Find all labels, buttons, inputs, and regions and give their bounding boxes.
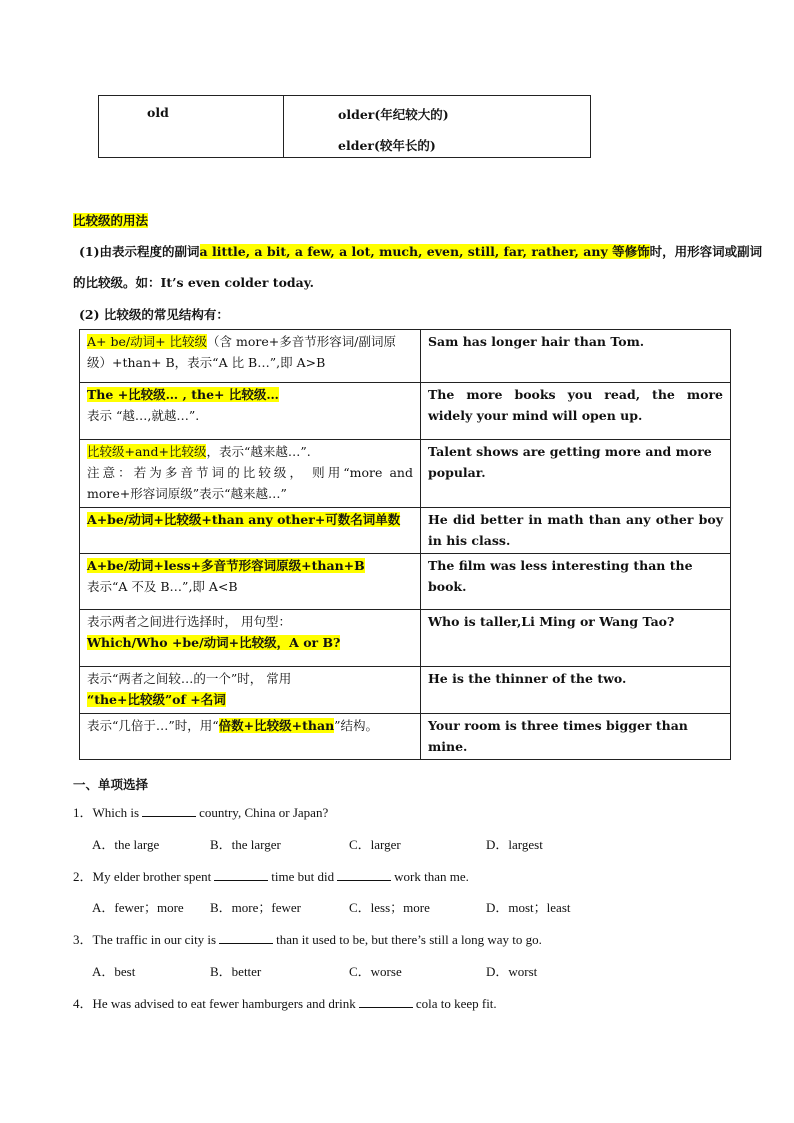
option-d: D．largest: [486, 837, 543, 852]
rule-cell: 比较级+and+比较级，表示“越来越…”. 注意：若为多音节词的比较级， 则用“more and more+形容词原级”表示“越来越…”: [80, 440, 421, 508]
answer-blank: [337, 869, 391, 881]
comparative-older: older(年纪较大的): [338, 107, 449, 122]
rule-cell: 表示“几倍于…”时，用“倍数+比较级+than”结构。: [80, 714, 421, 760]
comparative-forms-table: [98, 95, 591, 158]
option-a: A．fewer；more: [92, 900, 184, 915]
usage-paragraph-2: (2) 比较级的常见结构有：: [79, 307, 229, 322]
rule-cell: 表示两者之间进行选择时， 用句型： Which/Who +be/动词+比较级，A or B?: [80, 610, 421, 667]
option-b: B．better: [210, 964, 262, 979]
question-2: 2．My elder brother spent time but did work than me.: [73, 869, 469, 884]
usage-heading: 比较级的用法: [73, 213, 149, 228]
example-cell: Your room is three times bigger than mine.: [421, 714, 731, 760]
option-c: C．less；more: [349, 900, 430, 915]
rule-cell: A+be/动词+less+多音节形容词原级+than+B 表示“A 不及 B…”,即 A<B: [80, 554, 421, 610]
exercise-heading: 一、单项选择: [73, 777, 149, 792]
comparative-structures-table: [79, 329, 731, 760]
example-cell: Sam has longer hair than Tom.: [421, 330, 731, 383]
rule-cell: The +比较级… , the+ 比较级… 表示 “越…,就越…”.: [80, 383, 421, 440]
table-row: [80, 440, 731, 508]
option-d: D．worst: [486, 964, 538, 979]
rule-cell: A+ be/动词+ 比较级（含 more+多音节形容词/副词原级）+than+ B，表示“A 比 B…”,即 A>B: [80, 330, 421, 383]
answer-blank: [142, 805, 196, 817]
table-row: [80, 383, 731, 440]
example-cell: Who is taller,Li Ming or Wang Tao?: [421, 610, 731, 667]
option-b: B．more；fewer: [210, 900, 301, 915]
adjective-cell: old: [147, 105, 169, 120]
table-divider: [283, 96, 284, 157]
example-cell: He did better in math than any other boy in his class.: [421, 508, 731, 554]
option-a: A．the large: [92, 837, 160, 852]
question-1: 1．Which is country, China or Japan?: [73, 805, 329, 820]
answer-blank: [219, 932, 273, 944]
table-row: [80, 554, 731, 610]
option-c: C．larger: [349, 837, 401, 852]
usage-paragraph-1: (1)由表示程度的副词a little, a bit, a few, a lot, much, even, still, far, rather, any 等修饰时，用形容词或副词: [79, 244, 763, 259]
answer-blank: [359, 996, 413, 1008]
usage-paragraph-1-line2: 的比较级。如：It’s even colder today.: [73, 275, 314, 290]
rule-cell: 表示“两者之间较…的一个”时， 常用 “the+比较级”of +名词: [80, 667, 421, 714]
example-cell: Talent shows are getting more and more popular.: [421, 440, 731, 508]
comparative-elder: elder(较年长的): [338, 138, 436, 153]
example-cell: The more books you read, the more widely your mind will open up.: [421, 383, 731, 440]
example-cell: The film was less interesting than the book.: [421, 554, 731, 610]
table-row: [80, 714, 731, 760]
example-cell: He is the thinner of the two.: [421, 667, 731, 714]
rule-cell: A+be/动词+比较级+than any other+可数名词单数: [80, 508, 421, 554]
table-row: [80, 667, 731, 714]
option-a: A．best: [92, 964, 136, 979]
question-4: 4．He was advised to eat fewer hamburgers and drink cola to keep fit.: [73, 996, 497, 1011]
option-d: D．most；least: [486, 900, 571, 915]
option-b: B．the larger: [210, 837, 281, 852]
table-row: [80, 610, 731, 667]
answer-blank: [214, 869, 268, 881]
option-c: C．worse: [349, 964, 402, 979]
table-row: [80, 330, 731, 383]
question-3: 3．The traffic in our city is than it used to be, but there’s still a long way to go.: [73, 932, 542, 947]
table-row: [80, 508, 731, 554]
